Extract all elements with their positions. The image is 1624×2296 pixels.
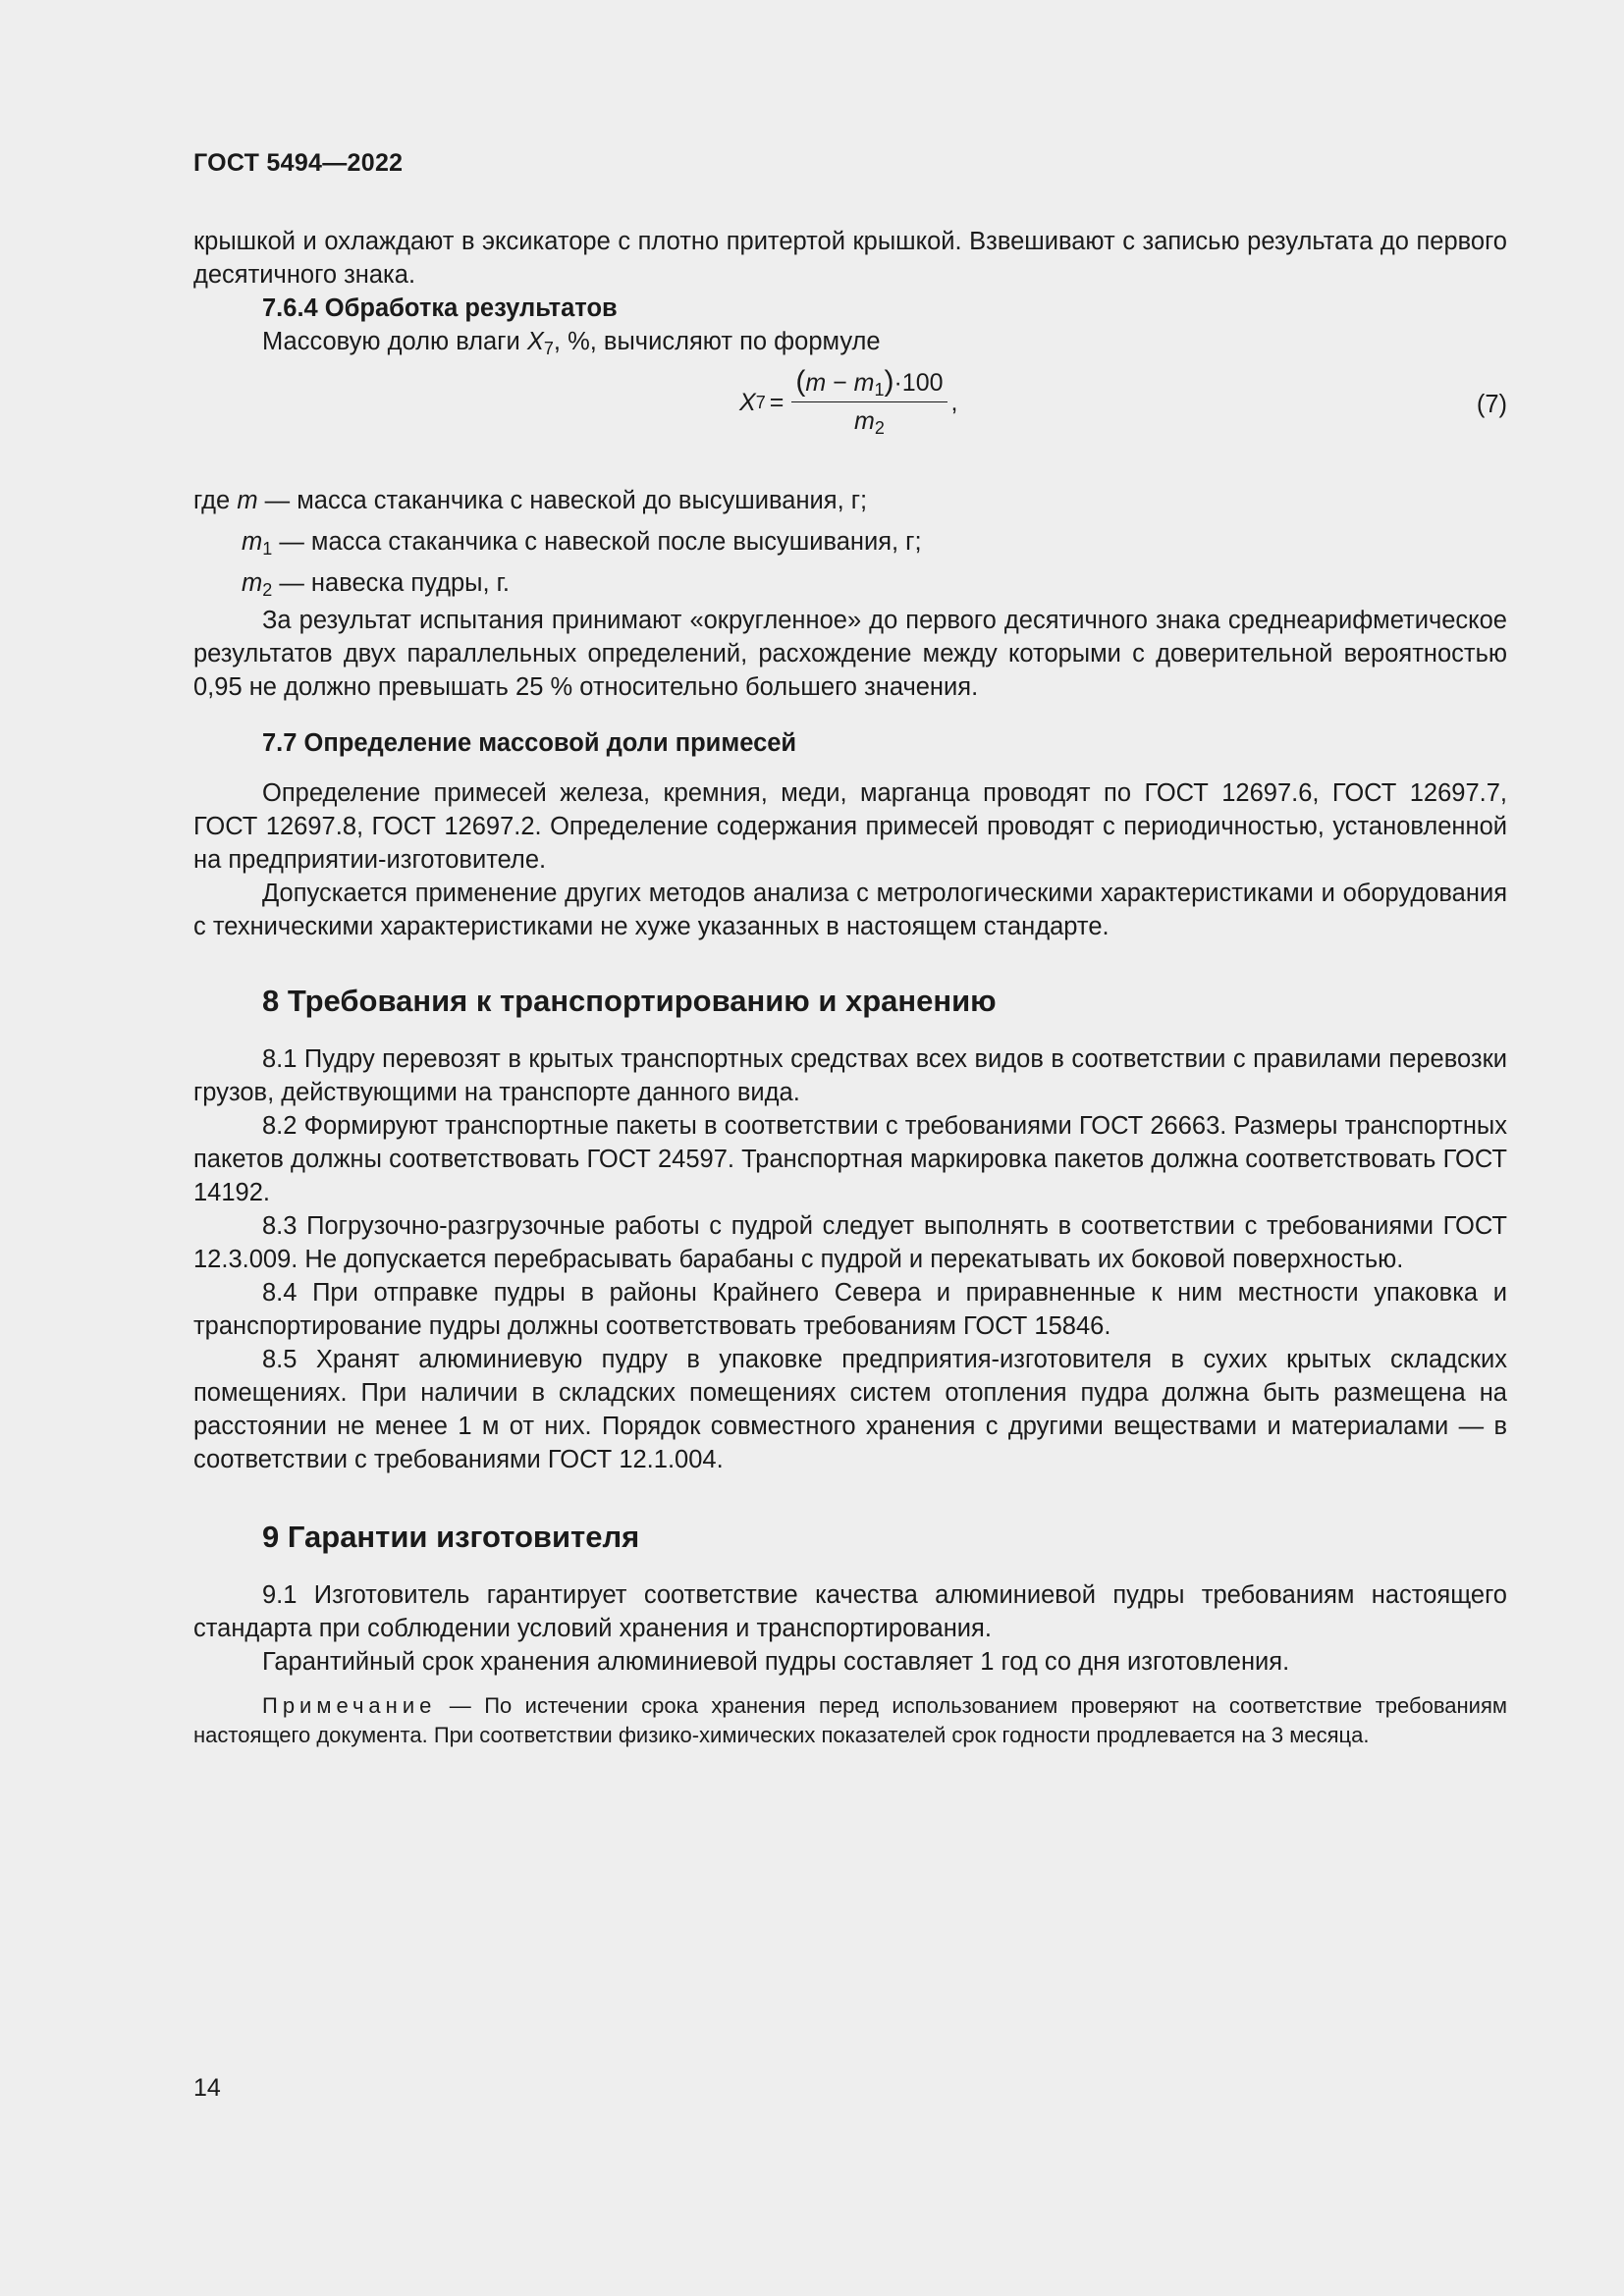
numerator-factor: ·100	[893, 369, 944, 397]
formula-comma: ,	[950, 388, 958, 416]
section-9-paragraph: 9.1 Изготовитель гарантирует соответствие качества алюминиевой пудры требованиям настоящего стандарта при соблюдении условий хранения и транспортирования.	[193, 1581, 1507, 1642]
legend-variable-subscript: 1	[262, 539, 273, 559]
formula-numerator: $(m - m_1)\cdot 100$	[791, 366, 947, 402]
section-8-paragraph: 8.5 Хранят алюминиевую пудру в упаковке предприятия-изготовителя в сухих крытых складских помещениях. При наличии в складских помещениях систем отопления пудра должна быть размещена на расстоянии не менее 1 м от них. Порядок совместного хранения с другими веществами и материалами — в соответствии с требованиями ГОСТ 12.1.004.	[193, 1346, 1507, 1473]
legend-row	[193, 562, 1507, 604]
formula-lead-text: Массовую долю влаги	[262, 328, 527, 355]
section-8-paragraph: 8.1 Пудру перевозят в крытых транспортных средствах всех видов в соответствии с правилами перевозки грузов, действующими на транспорте данного вида.	[193, 1045, 1507, 1106]
legend-variable: m	[237, 487, 258, 514]
numerator-minus: −	[826, 369, 854, 397]
formula-lead-variable: X	[526, 328, 544, 355]
page-number: 14	[193, 2074, 221, 2102]
legend-description: — масса стаканчика с навеской до высушивания, г;	[257, 487, 868, 514]
formula-fraction	[791, 366, 947, 438]
denominator-subscript: 2	[874, 418, 885, 438]
section-8-heading: 8 Требования к транспортированию и хранению	[262, 984, 997, 1018]
section-7-7-paragraph: Определение примесей железа, кремния, меди, марганца проводят по ГОСТ 12697.6, ГОСТ 12697.7, ГОСТ 12697.8, ГОСТ 12697.2. Определение содержания примесей проводят с периодичностью, установленной на предприятии-изготовителе.	[193, 779, 1507, 874]
legend-variable: m	[242, 569, 263, 597]
section-8-paragraph: 8.4 При отправке пудры в районы Крайнего Севера и приравненные к ним местности упаковка и транспортирование пудры должны соответствовать требованиям ГОСТ 15846.	[193, 1279, 1507, 1340]
legend-variable-subscript: 2	[262, 580, 273, 600]
section-8-paragraph: 8.3 Погрузочно-разгрузочные работы с пудрой следует выполнять в соответствии с требованиями ГОСТ 12.3.009. Не допускается перебрасывать барабаны с пудрой и перекатывать их боковой поверхностью.	[193, 1212, 1507, 1273]
formula-denominator	[854, 402, 885, 438]
numerator-m: m	[805, 369, 827, 397]
formula-block	[193, 364, 1507, 478]
legend-description: — навеска пудры, г.	[272, 569, 510, 597]
legend-prefix: где	[193, 487, 238, 514]
denominator-m: m	[854, 407, 875, 435]
numerator-m1: m	[853, 369, 875, 397]
formula-lhs: X	[739, 388, 756, 416]
formula-equals: =	[769, 388, 785, 416]
legend-row	[193, 521, 1507, 562]
page-content	[193, 225, 1507, 1750]
moisture-formula: X 7 = $\frac{(m - m_1)\cdot 100}{m_2}$ ,	[739, 365, 958, 438]
document-code-header: ГОСТ 5494—2022	[193, 149, 404, 177]
section-7-6-4-heading: 7.6.4 Обработка результатов	[262, 294, 618, 322]
section-9-heading: 9 Гарантии изготовителя	[262, 1520, 640, 1554]
formula-lead-text-end: , %, вычисляют по формуле	[553, 328, 881, 355]
section-7-7-paragraph: Допускается применение других методов анализа с метрологическими характеристиками и оборудования с техническими характеристиками не хуже указанных в настоящем стандарте.	[193, 880, 1507, 940]
note-text: — По истечении срока хранения перед использованием проверяют на соответствие требованиям настоящего документа. При соответствии физико-химических показателей срок годности продлевается на 3 месяца.	[193, 1693, 1507, 1747]
section-7-7-heading: 7.7 Определение массовой доли примесей	[262, 729, 797, 757]
variable-legend	[193, 480, 1507, 604]
legend-variable: m	[242, 528, 263, 556]
section-8-paragraph: 8.2 Формируют транспортные пакеты в соответствии с требованиями ГОСТ 26663. Размеры транспортных пакетов должны соответствовать ГОСТ 24597. Транспортная маркировка пакетов должна соответствовать ГОСТ 14192.	[193, 1112, 1507, 1206]
formula-number: (7)	[1476, 391, 1507, 418]
note-label: Примечание	[262, 1693, 437, 1718]
intro-continuation-paragraph: крышкой и охлаждают в эксикаторе с плотно притертой крышкой. Взвешивают с записью результата до первого десятичного знака.	[193, 228, 1507, 289]
note-paragraph	[193, 1691, 1507, 1750]
result-paragraph: За результат испытания принимают «округленное» до первого десятичного знака среднеарифметическое результатов двух параллельных определений, расхождение между которыми с доверительной вероятностью 0,95 не должно превышать 25 % относительно большего значения.	[193, 607, 1507, 701]
formula-lead-paragraph	[193, 325, 1507, 358]
legend-row	[193, 480, 1507, 521]
numerator-m1-subscript: 1	[874, 380, 885, 400]
section-9-paragraph: Гарантийный срок хранения алюминиевой пудры составляет 1 год со дня изготовления.	[262, 1648, 1290, 1676]
formula-lead-variable-subscript: 7	[543, 339, 554, 358]
legend-description: — масса стаканчика с навеской после высушивания, г;	[272, 528, 922, 556]
